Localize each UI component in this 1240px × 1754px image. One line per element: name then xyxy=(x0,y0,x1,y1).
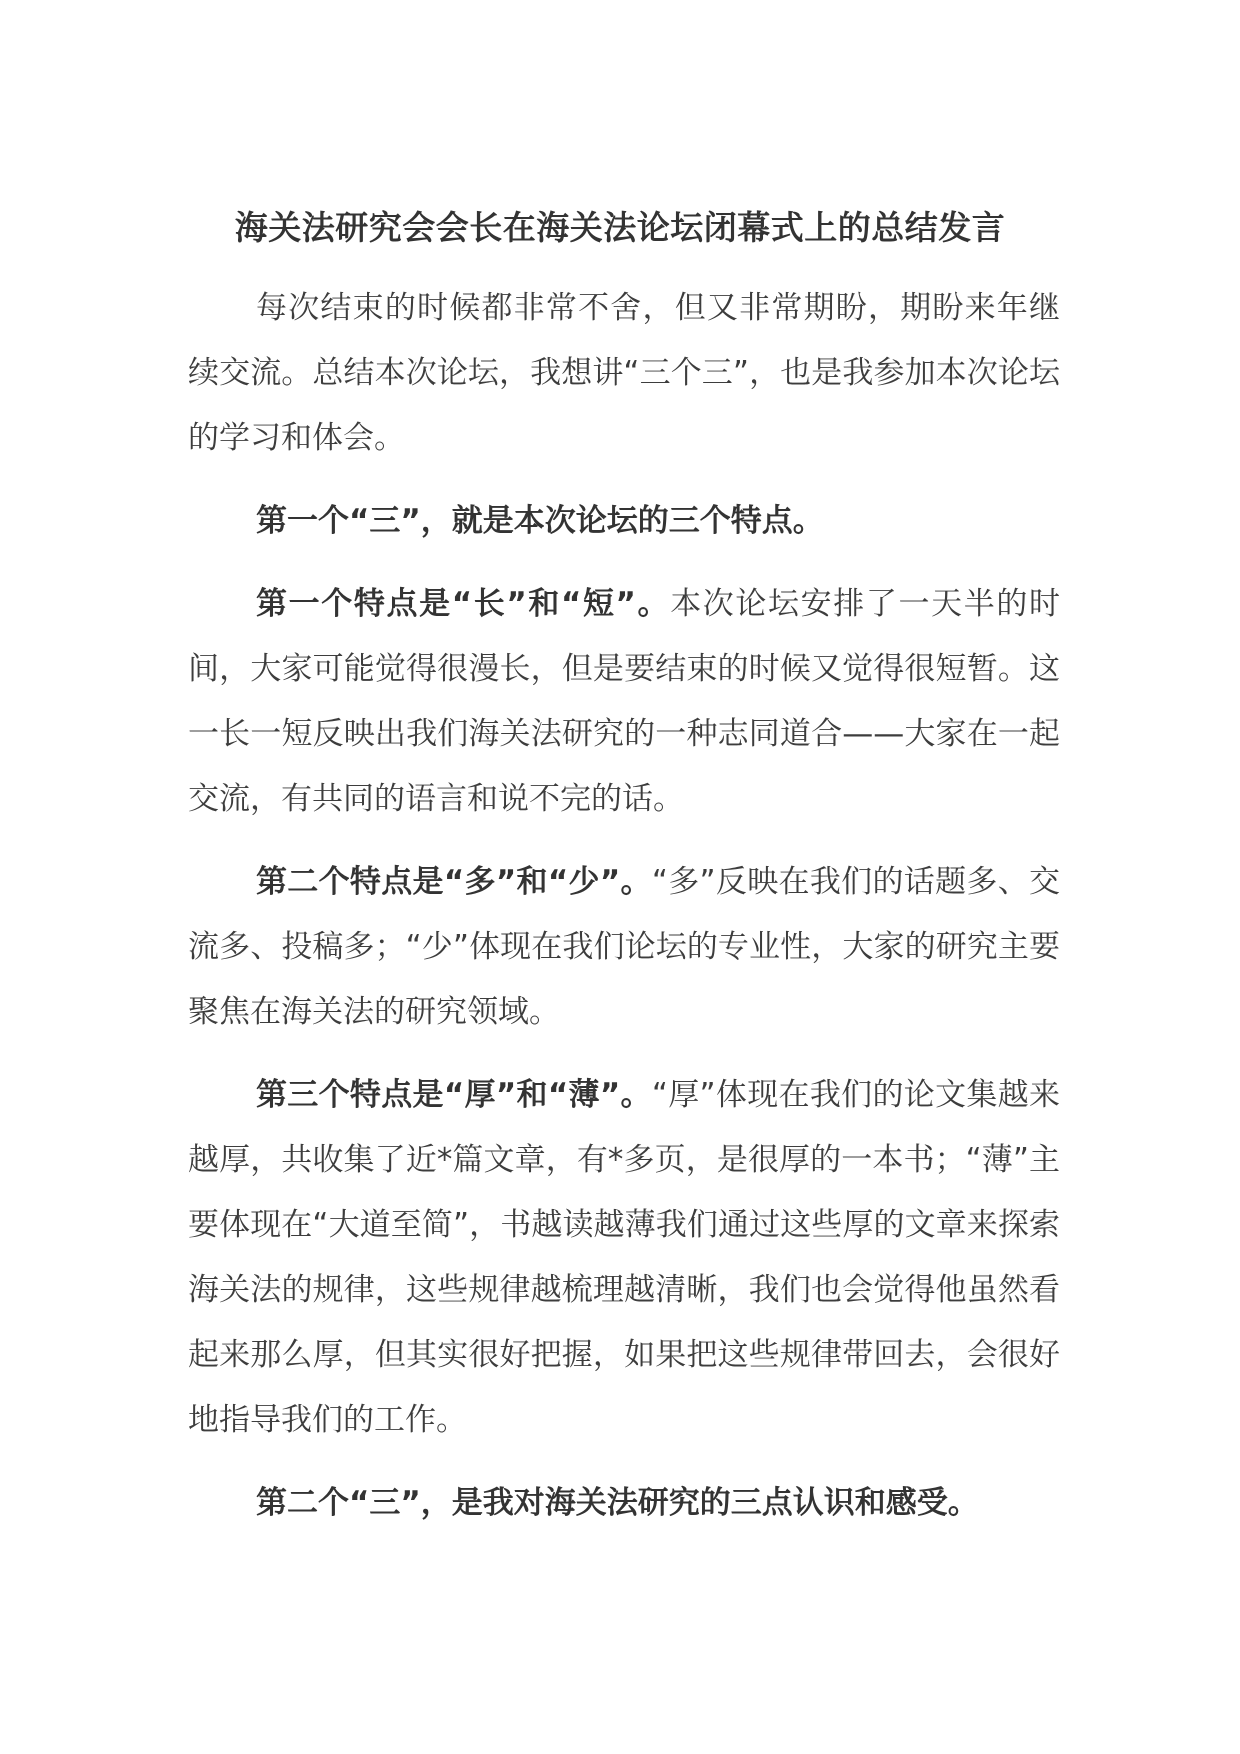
feature-text-1: 本次论坛安排了一天半的时间，大家可能觉得很漫长，但是要结束的时候又觉得很短暂。这一长一短反映出我们海关法研究的一种志同道合——大家在一起交流，有共同的语言和说不完的话。 xyxy=(188,586,1061,817)
document-body xyxy=(188,276,1060,1554)
intro-text: 每次结束的时候都非常不舍，但又非常期盼，期盼来年继续交流。总结本次论坛，我想讲“三个三”，也是我参加本次论坛的学习和体会。 xyxy=(188,290,1060,456)
feature-text-2: “多”反映在我们的话题多、交流多、投稿多；“少”体现在我们论坛的专业性，大家的研究主要聚焦在海关法的研究领域。 xyxy=(188,864,1060,1030)
feature-lead-3: 第三个特点是“厚”和“薄”。 xyxy=(256,1077,652,1113)
feature-paragraph-1 xyxy=(188,572,1060,832)
feature-lead-2: 第二个特点是“多”和“少”。 xyxy=(256,864,652,900)
feature-paragraph-3 xyxy=(188,1063,1060,1453)
feature-text-3: “厚”体现在我们的论文集越来越厚，共收集了近*篇文章，有*多页，是很厚的一本书；“薄”主要体现在“大道至简”，书越读越薄我们通过这些厚的文章来探索海关法的规律，这些规律越梳理越清晰，我们也会觉得他虽然看起来那么厚，但其实很好把握，如果把这些规律带回去，会很好地指导我们的工作。 xyxy=(188,1077,1060,1438)
section-heading-2: 第二个“三”，是我对海关法研究的三点认识和感受。 xyxy=(256,1485,979,1521)
section-heading-1: 第一个“三”，就是本次论坛的三个特点。 xyxy=(256,503,824,539)
document-title: 海关法研究会会长在海关法论坛闭幕式上的总结发言 xyxy=(234,208,1006,247)
feature-lead-1: 第一个特点是“长”和“短”。 xyxy=(256,586,671,622)
feature-paragraph-2 xyxy=(188,850,1060,1045)
intro-paragraph xyxy=(188,276,1060,471)
